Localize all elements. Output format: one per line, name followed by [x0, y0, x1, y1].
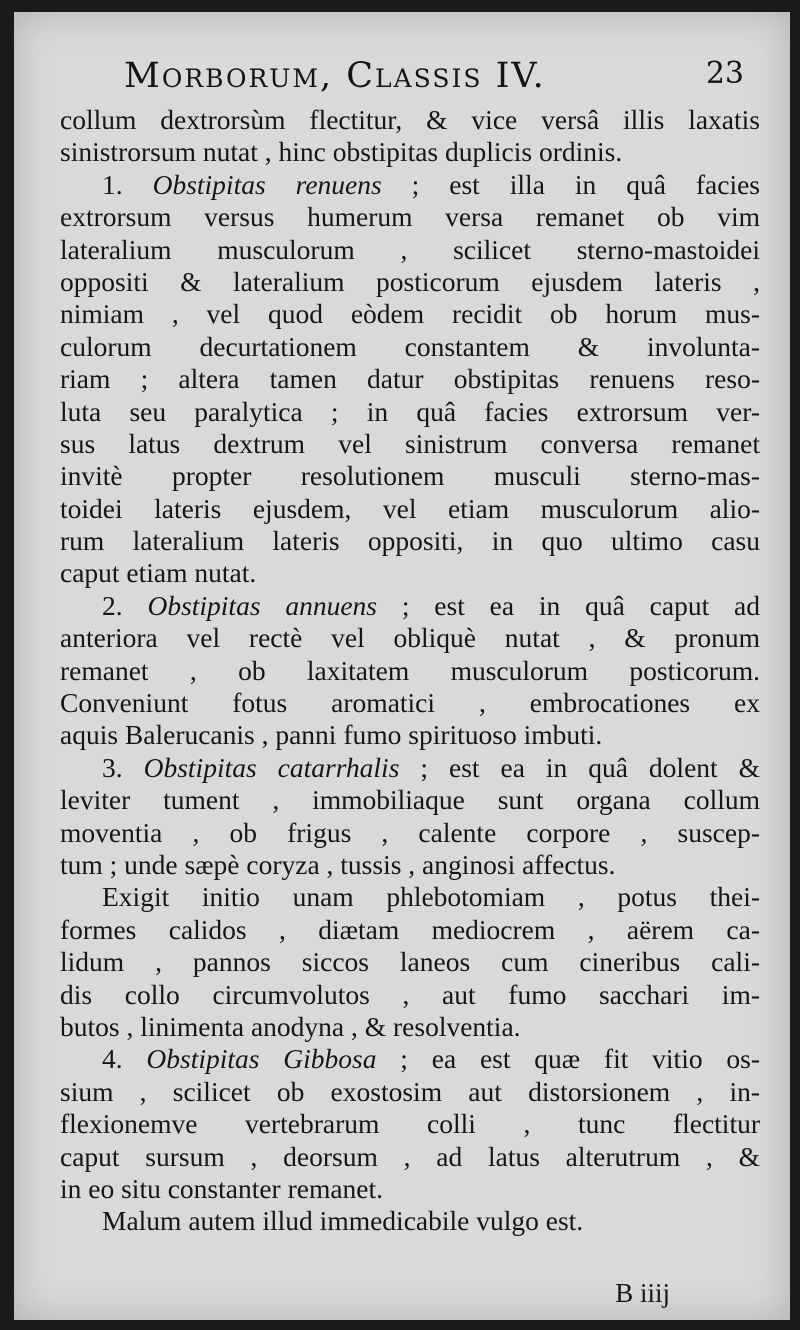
text-line [60, 1011, 760, 1043]
text-line [60, 687, 760, 719]
text-line [60, 622, 760, 654]
text-line [60, 914, 760, 946]
term-italic: Obstipitas annuens [147, 589, 378, 621]
line-text: sus latus dextrum vel sinistrum conversa remanet [60, 427, 760, 459]
text-line [60, 1141, 760, 1173]
page-number: 23 [705, 56, 744, 91]
text-line [60, 881, 760, 913]
line-text: Malum autem illud immedicabile vulgo est. [102, 1205, 584, 1237]
text-line [60, 525, 760, 557]
text-line [60, 169, 760, 201]
text-line [60, 719, 760, 751]
line-text: dis collo circumvolutos , aut fumo sacchari im- [60, 978, 760, 1010]
text-line [60, 979, 760, 1011]
term-italic: Obstipitas renuens [152, 168, 382, 200]
item-number: 1. [102, 168, 123, 200]
line-text: caput etiam nutat. [60, 557, 257, 589]
page-header [124, 56, 744, 100]
line-text: remanet , ob laxitatem musculorum posticorum. [60, 654, 760, 686]
book-page [14, 12, 790, 1320]
line-text: leviter tument , immobiliaque sunt organa collum [60, 784, 760, 816]
text-line [60, 1205, 760, 1237]
body-text [60, 104, 760, 1238]
item-number: 3. [102, 751, 123, 783]
line-text: anteriora vel rectè vel obliquè nutat , & pronum [60, 622, 760, 654]
signature-mark: B iiij [615, 1278, 670, 1308]
text-line [60, 590, 760, 622]
text-line [60, 849, 760, 881]
text-line [60, 493, 760, 525]
text-line [60, 946, 760, 978]
line-text: formes calidos , diætam mediocrem , aërem ca- [60, 913, 760, 945]
term-italic: Obstipitas catarrhalis [143, 751, 400, 783]
text-line [60, 1043, 760, 1075]
line-text: riam ; altera tamen datur obstipitas renuens reso- [60, 363, 760, 395]
line-text: nimiam , vel quod eòdem recidit ob horum mus- [60, 298, 760, 330]
line-text: lidum , pannos siccos laneos cum cineribus cali- [60, 946, 760, 978]
text-line [60, 752, 760, 784]
line-text: moventia , ob frigus , calente corpore , suscep- [60, 816, 760, 848]
text-line [60, 557, 760, 589]
line-text: in eo situ constanter remanet. [60, 1172, 384, 1204]
text-line [60, 298, 760, 330]
line-text: rum lateralium lateris oppositi, in quo ultimo casu [60, 525, 760, 557]
line-text: caput sursum , deorsum , ad latus alterutrum , & [60, 1140, 760, 1172]
line-text: culorum decurtationem constantem & involunta- [60, 330, 760, 362]
text-line [60, 1108, 760, 1140]
text-line [60, 1173, 760, 1205]
item-number: 2. [102, 589, 123, 621]
text-line [60, 136, 760, 168]
line-text: butos , linimenta anodyna , & resolventia. [60, 1010, 521, 1042]
line-text: ; ea est quæ fit vitio os- [376, 1043, 760, 1075]
text-line [60, 266, 760, 298]
line-text: sium , scilicet ob exostosim aut distorsionem , in- [60, 1075, 760, 1107]
text-line [60, 460, 760, 492]
text-line [60, 655, 760, 687]
text-line [60, 396, 760, 428]
line-text: lateralium musculorum , scilicet sterno-mastoidei [60, 233, 760, 265]
line-text: ; est ea in quâ dolent & [399, 751, 761, 783]
text-line [60, 817, 760, 849]
text-line [60, 104, 760, 136]
line-text: tum ; unde sæpè coryza , tussis , anginosi affectus. [60, 848, 616, 880]
line-text: extrorsum versus humerum versa remanet ob vim [60, 201, 760, 233]
text-line [60, 428, 760, 460]
line-text: Exigit initio unam phlebotomiam , potus thei- [102, 881, 760, 913]
running-head: Morborum, Classis IV. [124, 56, 546, 96]
line-text: aquis Balerucanis , panni fumo spirituoso imbuti. [60, 719, 603, 751]
text-line [60, 784, 760, 816]
line-text: flexionemve vertebrarum colli , tunc flectitur [60, 1108, 760, 1140]
term-italic: Obstipitas Gibbosa [146, 1043, 377, 1075]
text-line [60, 1076, 760, 1108]
line-text: invitè propter resolutionem musculi sterno-mas- [60, 460, 760, 492]
line-text: ; est illa in quâ facies [381, 168, 761, 200]
line-text: oppositi & lateralium posticorum ejusdem lateris , [60, 265, 760, 297]
item-number: 4. [102, 1043, 123, 1075]
text-line [60, 331, 760, 363]
text-line [60, 234, 760, 266]
line-text: ; est ea in quâ caput ad [377, 589, 760, 621]
line-text: Conveniunt fotus aromatici , embrocationes ex [60, 687, 760, 719]
line-text: toidei lateris ejusdem, vel etiam musculorum alio- [60, 492, 760, 524]
line-text: collum dextrorsùm flectitur, & vice versâ illis laxatis [60, 104, 760, 135]
line-text: luta seu paralytica ; in quâ facies extrorsum ver- [60, 395, 760, 427]
text-line [60, 201, 760, 233]
text-line [60, 363, 760, 395]
line-text: sinistrorsum nutat , hinc obstipitas duplicis ordinis. [60, 136, 623, 168]
